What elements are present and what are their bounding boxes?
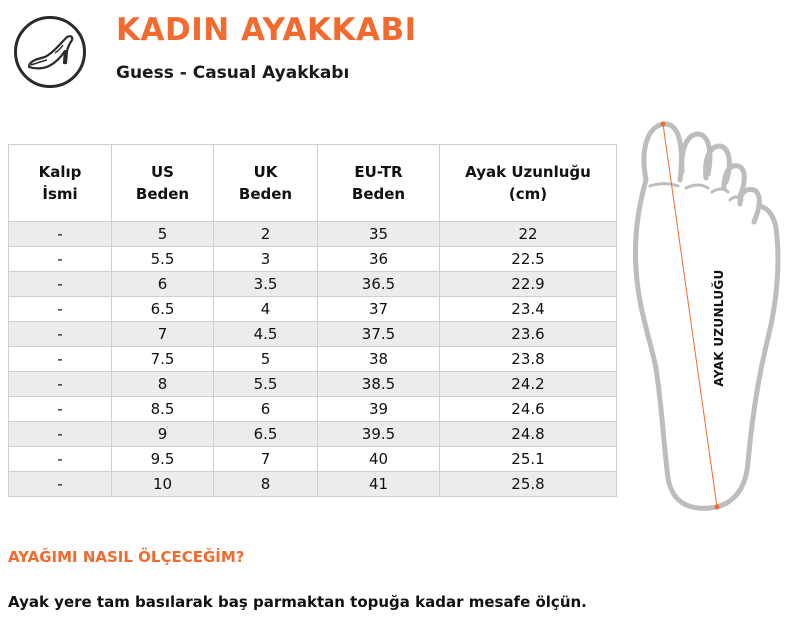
table-cell: 7.5 bbox=[112, 347, 214, 372]
table-cell: 35 bbox=[318, 222, 440, 247]
logo-badge bbox=[14, 16, 86, 88]
table-cell: 36.5 bbox=[318, 272, 440, 297]
table-cell: 6.5 bbox=[112, 297, 214, 322]
table-cell: 3.5 bbox=[214, 272, 318, 297]
table-cell: 9.5 bbox=[112, 447, 214, 472]
table-cell: 40 bbox=[318, 447, 440, 472]
table-cell: 8 bbox=[112, 372, 214, 397]
table-cell: 22.9 bbox=[440, 272, 617, 297]
table-body bbox=[9, 222, 617, 497]
table-cell: 5.5 bbox=[112, 247, 214, 272]
howto-heading: AYAĞIMI NASIL ÖLÇECEĞİM? bbox=[8, 548, 245, 566]
table-cell: - bbox=[9, 297, 112, 322]
length-measure-line bbox=[663, 124, 717, 507]
table-cell: 25.8 bbox=[440, 472, 617, 497]
table-row bbox=[9, 297, 617, 322]
table-row bbox=[9, 472, 617, 497]
column-header: Ayak Uzunluğu (cm) bbox=[440, 145, 617, 222]
table-cell: - bbox=[9, 247, 112, 272]
table-cell: 37 bbox=[318, 297, 440, 322]
table-cell: 3 bbox=[214, 247, 318, 272]
table-cell: 23.4 bbox=[440, 297, 617, 322]
table-cell: 7 bbox=[112, 322, 214, 347]
table-cell: 5.5 bbox=[214, 372, 318, 397]
table-row bbox=[9, 397, 617, 422]
table-cell: 22.5 bbox=[440, 247, 617, 272]
table-cell: 9 bbox=[112, 422, 214, 447]
table-cell: - bbox=[9, 322, 112, 347]
table-cell: - bbox=[9, 422, 112, 447]
table-cell: 39.5 bbox=[318, 422, 440, 447]
size-chart-table bbox=[8, 144, 617, 497]
table-cell: 23.6 bbox=[440, 322, 617, 347]
table-cell: 6.5 bbox=[214, 422, 318, 447]
table-row bbox=[9, 347, 617, 372]
table-cell: - bbox=[9, 397, 112, 422]
table-cell: 25.1 bbox=[440, 447, 617, 472]
product-subtitle: Guess - Casual Ayakkabı bbox=[116, 63, 350, 83]
page-title: KADIN AYAKKABI bbox=[116, 12, 417, 48]
table-cell: 6 bbox=[214, 397, 318, 422]
table-row bbox=[9, 372, 617, 397]
table-row bbox=[9, 322, 617, 347]
table-cell: 2 bbox=[214, 222, 318, 247]
table-cell: 8 bbox=[214, 472, 318, 497]
table-cell: - bbox=[9, 347, 112, 372]
table-cell: 5 bbox=[112, 222, 214, 247]
foot-outline-icon bbox=[628, 118, 788, 518]
table-cell: 37.5 bbox=[318, 322, 440, 347]
table-cell: - bbox=[9, 472, 112, 497]
table-cell: 36 bbox=[318, 247, 440, 272]
table-cell: - bbox=[9, 222, 112, 247]
table-row bbox=[9, 447, 617, 472]
table-cell: 10 bbox=[112, 472, 214, 497]
table-row bbox=[9, 422, 617, 447]
table-cell: 7 bbox=[214, 447, 318, 472]
table-row bbox=[9, 222, 617, 247]
table-cell: 22 bbox=[440, 222, 617, 247]
table-cell: 4.5 bbox=[214, 322, 318, 347]
table-cell: 4 bbox=[214, 297, 318, 322]
table-cell: 23.8 bbox=[440, 347, 617, 372]
table-cell: 5 bbox=[214, 347, 318, 372]
table-row bbox=[9, 247, 617, 272]
table-cell: - bbox=[9, 372, 112, 397]
table-cell: 41 bbox=[318, 472, 440, 497]
high-heel-shoe-icon bbox=[25, 31, 77, 75]
table-cell: - bbox=[9, 447, 112, 472]
table-row bbox=[9, 272, 617, 297]
table-cell: 24.6 bbox=[440, 397, 617, 422]
howto-instruction: Ayak yere tam basılarak baş parmaktan topuğa kadar mesafe ölçün. bbox=[8, 593, 587, 611]
column-header: EU-TR Beden bbox=[318, 145, 440, 222]
table-cell: 38 bbox=[318, 347, 440, 372]
table-cell: - bbox=[9, 272, 112, 297]
table-cell: 39 bbox=[318, 397, 440, 422]
table-cell: 38.5 bbox=[318, 372, 440, 397]
table-cell: 8.5 bbox=[112, 397, 214, 422]
column-header: UK Beden bbox=[214, 145, 318, 222]
column-header: Kalıp İsmi bbox=[9, 145, 112, 222]
column-header: US Beden bbox=[112, 145, 214, 222]
table-header-row bbox=[9, 145, 617, 222]
foot-length-label: AYAK UZUNLUĞU bbox=[712, 269, 726, 387]
table-cell: 6 bbox=[112, 272, 214, 297]
table-cell: 24.8 bbox=[440, 422, 617, 447]
table-cell: 24.2 bbox=[440, 372, 617, 397]
